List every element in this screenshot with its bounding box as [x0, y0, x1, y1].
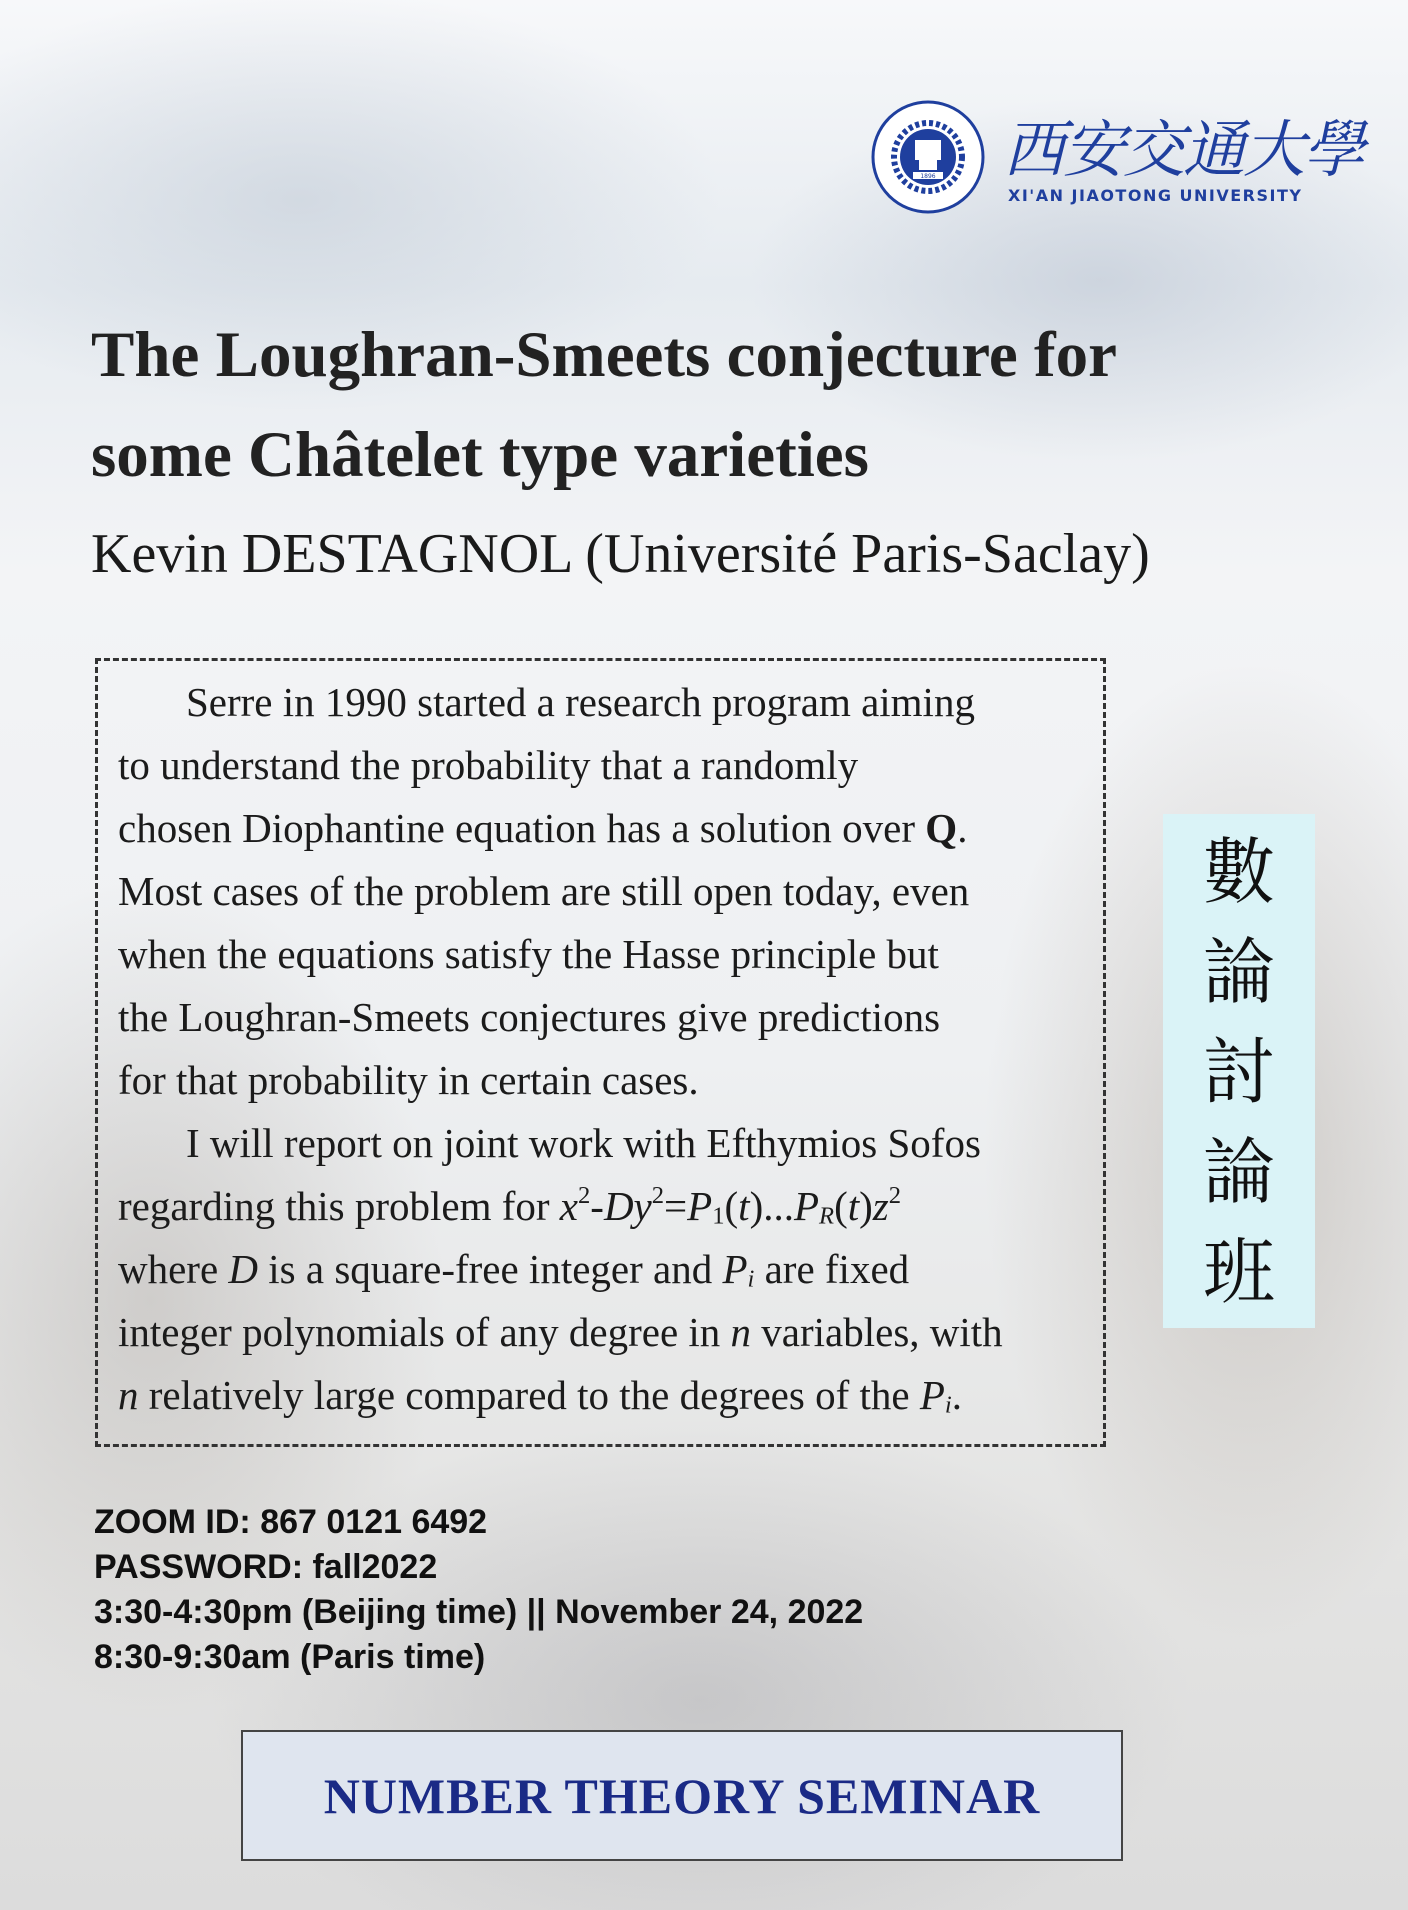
abstract-line: Serre in 1990 started a research program aiming	[186, 679, 975, 725]
side-char: 討	[1202, 1030, 1275, 1114]
abstract-line: for that probability in certain cases.	[118, 1057, 699, 1103]
university-name-chinese: 西安交通大學	[1003, 113, 1364, 186]
svg-text:1896: 1896	[920, 173, 936, 180]
speaker: Kevin DESTAGNOL (Université Paris-Saclay)	[91, 523, 1150, 585]
side-char: 數	[1202, 830, 1275, 914]
text: chosen Diophantine equation has a solution over	[118, 805, 926, 851]
side-char: 論	[1202, 930, 1275, 1014]
abstract-line: where D is a square-free integer and $P_i$ are fixed	[118, 1246, 910, 1293]
side-char: 論	[1202, 1130, 1275, 1214]
university-seal-logo	[871, 100, 985, 214]
abstract-line: I will report on joint work with Efthymios Sofos	[186, 1120, 981, 1166]
abstract-line	[118, 797, 1003, 860]
equation: $x^2-Dy^2=P_1(t)...P_R(t)z^2$	[559, 1181, 902, 1230]
abstract-box	[95, 658, 1106, 1447]
university-name-english: XI'AN JIAOTONG UNIVERSITY	[1008, 186, 1303, 205]
rationals-symbol: Q	[925, 805, 958, 851]
seminar-name: NUMBER THEORY SEMINAR	[323, 1767, 1041, 1824]
text: regarding this problem for	[118, 1183, 560, 1229]
abstract-line: n relatively large compared to the degrees of the $P_i$.	[118, 1372, 962, 1419]
meeting-info	[94, 1500, 863, 1680]
title-line-1: The Loughran-Smeets conjecture for	[91, 319, 1118, 391]
text: .	[957, 805, 968, 851]
beijing-time-date: 3:30-4:30pm (Beijing time) || November 24, 2022	[94, 1593, 864, 1631]
abstract-line: the Loughran-Smeets conjectures give predictions	[118, 994, 941, 1040]
seminar-banner	[241, 1730, 1123, 1861]
talk-title	[91, 305, 1117, 505]
side-char: 班	[1202, 1230, 1275, 1314]
abstract-line	[118, 1175, 1003, 1238]
abstract-line: integer polynomials of any degree in n variables, with	[118, 1309, 1003, 1355]
title-line-2: some Châtelet type varieties	[91, 419, 869, 491]
zoom-id: ZOOM ID: 867 0121 6492	[94, 1503, 488, 1541]
seminar-vertical-label	[1163, 814, 1315, 1328]
zoom-password: PASSWORD: fall2022	[94, 1548, 438, 1586]
abstract-line: when the equations satisfy the Hasse principle but	[118, 931, 939, 977]
abstract-line: to understand the probability that a randomly	[118, 742, 859, 788]
abstract-line: Most cases of the problem are still open today, even	[118, 868, 970, 914]
paris-time: 8:30-9:30am (Paris time)	[94, 1638, 486, 1676]
abstract-text	[118, 671, 1003, 1427]
